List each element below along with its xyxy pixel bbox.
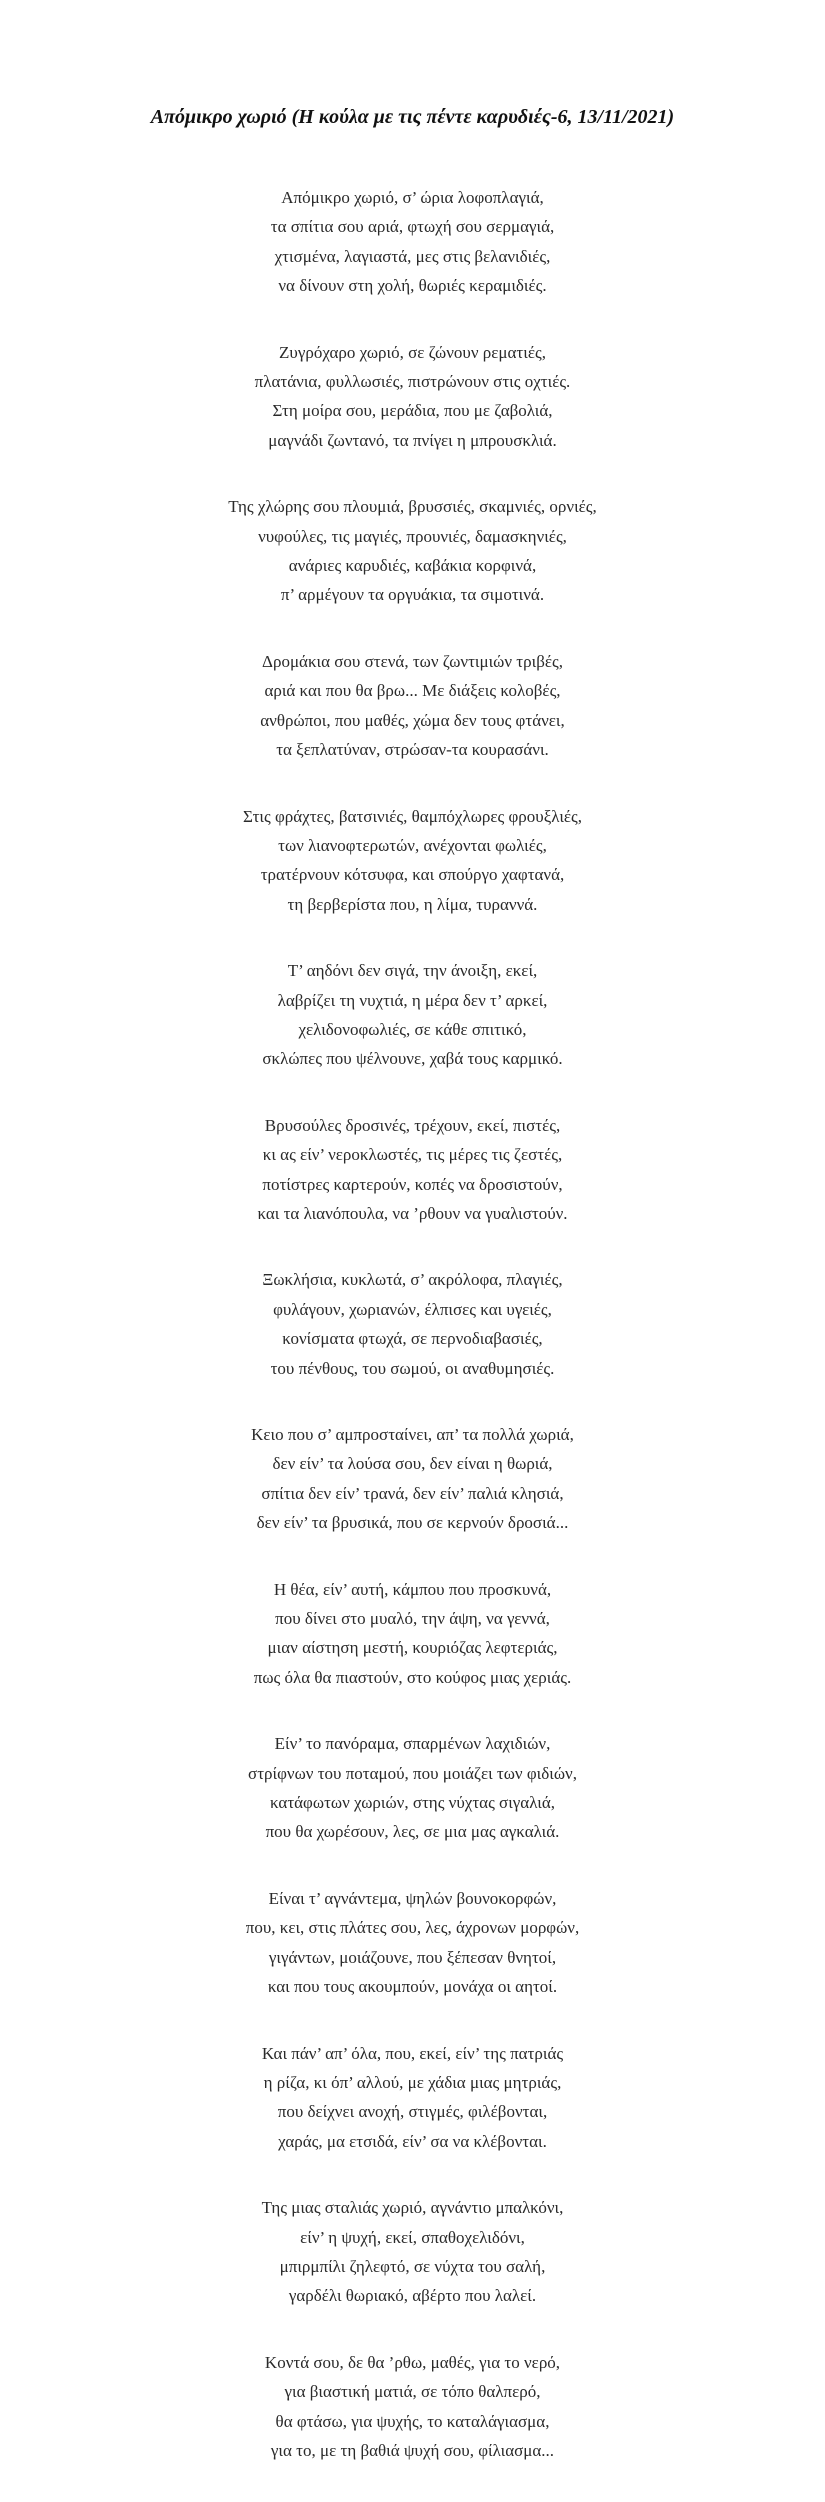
poem-line: τη βερβερίστα που, η λίμα, τυραννά. — [287, 894, 538, 914]
stanza — [0, 2193, 825, 2311]
poem-line: νυφούλες, τις μαγιές, προυνιές, δαμασκηνιές, — [258, 526, 567, 546]
poem-line: φυλάγουν, χωριανών, έλπισες και υγειές, — [273, 1299, 552, 1319]
stanza — [0, 647, 825, 765]
poem-line: μαγνάδι ζωντανό, τα πνίγει η μπρουσκλιά. — [268, 430, 557, 450]
stanza — [0, 338, 825, 456]
poem-line: Στις φράχτες, βατσινιές, θαμπόχλωρες φρουξλιές, — [242, 806, 583, 826]
poem-line: ανθρώποι, που μαθές, χώμα δεν τους φτάνει, — [260, 710, 565, 730]
poem-line: π’ αρμέγουν τα οργυάκια, τα σιμοτινά. — [280, 585, 545, 605]
poem-line: Και πάν’ απ’ όλα, που, εκεί, είν’ της πατριάς — [261, 2043, 564, 2063]
poem-line: κονίσματα φτωχά, σε περνοδιαβασιές, — [282, 1329, 543, 1349]
poem-line: δεν είν’ τα λούσα σου, δεν είναι η θωριά, — [272, 1454, 553, 1474]
poem-line: τα ξεπλατύναν, στρώσαν-τα κουρασάνι. — [276, 740, 549, 760]
poem-line: αριά και που θα βρω... Με διάξεις κολοβές, — [264, 681, 561, 701]
poem-line: για το, με τη βαθιά ψυχή σου, φίλιασμα... — [270, 2440, 555, 2460]
poem-line: που δείχνει ανοχή, στιγμές, φιλέβονται, — [277, 2102, 548, 2122]
stanza — [0, 2348, 825, 2466]
poem-line: Τ’ αηδόνι δεν σιγά, την άνοιξη, εκεί, — [287, 961, 538, 981]
stanza — [0, 1575, 825, 1693]
poem-line: Ζυγρόχαρο χωριό, σε ζώνουν ρεματιές, — [279, 342, 546, 362]
poem-line: πλατάνια, φυλλωσιές, πιστρώνουν στις οχτιές. — [254, 372, 571, 392]
poem-line: στρίφνων του ποταμού, που μοιάζει των φιδιών, — [248, 1763, 577, 1783]
poem-line: τα σπίτια σου αριά, φτωχή σου σερμαγιά, — [270, 217, 555, 237]
poem-line: γαρδέλι θωριακό, αβέρτο που λαλεί. — [288, 2286, 537, 2306]
stanza — [0, 2039, 825, 2157]
stanza — [0, 1729, 825, 1847]
poem-line: του πένθους, του σωμού, οι αναθυμησιές. — [270, 1358, 555, 1378]
stanza — [0, 956, 825, 1074]
stanza — [0, 802, 825, 920]
poem-line: Βρυσούλες δροσινές, τρέχουν, εκεί, πιστές, — [264, 1115, 561, 1135]
poem-line: πως όλα θα πιαστούν, στο κούφος μιας χεριάς. — [253, 1667, 572, 1687]
stanza — [0, 1265, 825, 1383]
poem-line: που θα χωρέσουν, λες, σε μια μας αγκαλιά. — [265, 1822, 560, 1842]
poem-line: Η θέα, είν’ αυτή, κάμπου που προσκυνά, — [273, 1579, 552, 1599]
poem-line: που δίνει στο μυαλό, την άψη, να γεννά, — [275, 1609, 550, 1629]
poem-line: Κοντά σου, δε θα ’ρθω, μαθές, για το νερό, — [264, 2352, 561, 2372]
poem-line: των λιανοφτερωτών, ανέχονται φωλιές, — [278, 835, 547, 855]
poem-line: γιγάντων, μοιάζουνε, που ξέπεσαν θνητοί, — [268, 1947, 557, 1967]
poem-line: Απόμικρο χωριό, σ’ ώρια λοφοπλαγιά, — [281, 188, 544, 207]
stanza — [0, 492, 825, 610]
poem-line: η ρίζα, κι όπ’ αλλού, με χάδια μιας μητριάς, — [263, 2072, 562, 2092]
poem-line: να δίνουν στη χολή, θωριές κεραμιδιές. — [278, 276, 547, 296]
poem-line: Της χλώρης σου πλουμιά, βρυσσιές, σκαμνιές, ορνιές, — [228, 497, 597, 517]
stanza — [0, 1420, 825, 1538]
poem-line: Της μιας σταλιάς χωριό, αγνάντιο μπαλκόνι, — [261, 2198, 564, 2218]
poem-line: χαράς, μα ετσιδά, είν’ σα να κλέβονται. — [278, 2131, 547, 2151]
poem-line: χτισμένα, λαγιαστά, μες στις βελανιδιές, — [274, 246, 551, 266]
stanza — [0, 183, 825, 301]
poem-line: μπιρμπίλι ζηλεφτό, σε νύχτα του σαλή, — [279, 2256, 546, 2276]
poem-line: κατάφωτων χωριών, στης νύχτας σιγαλιά, — [270, 1793, 555, 1813]
poem-line: θα φτάσω, για ψυχής, το καταλάγιασμα, — [275, 2411, 550, 2431]
poem-body — [0, 183, 825, 2502]
poem-title: Απόμικρο χωριό (Η κούλα με τις πέντε καρυδιές-6, 13/11/2021) — [150, 106, 675, 128]
poem-line: και που τους ακουμπούν, μονάχα οι αητοί. — [267, 1977, 558, 1997]
poem-line: και τα λιανόπουλα, να ’ρθουν να γυαλιστούν. — [257, 1203, 568, 1223]
poem-line: ποτίστρες καρτερούν, κοπές να δροσιστούν, — [262, 1174, 563, 1194]
poem-line: που, κει, στις πλάτες σου, λες, άχρονων μορφών, — [245, 1918, 580, 1938]
poem-line: Ξωκλήσια, κυκλωτά, σ’ ακρόλοφα, πλαγιές, — [262, 1270, 563, 1290]
poem-line: χελιδονοφωλιές, σε κάθε σπιτικό, — [298, 1019, 527, 1039]
poem-line: μιαν αίστηση μεστή, κουριόζας λεφτεριάς, — [267, 1638, 558, 1658]
poem-line: σκλώπες που ψέλνουνε, χαβά τους καρμικό. — [262, 1049, 563, 1069]
poem-line: κι ας είν’ νεροκλωστές, τις μέρες τις ζεστές, — [262, 1145, 563, 1165]
poem-line: για βιαστική ματιά, σε τόπο θαλπερό, — [284, 2382, 541, 2402]
poem-line: είν’ η ψυχή, εκεί, σπαθοχελιδόνι, — [300, 2227, 525, 2247]
poem-line: Είναι τ’ αγνάντεμα, ψηλών βουνοκορφών, — [268, 1888, 557, 1908]
poem-line: λαβρίζει τη νυχτιά, η μέρα δεν τ’ αρκεί, — [277, 990, 548, 1010]
poem-line: ανάριες καρυδιές, καβάκια κορφινά, — [288, 556, 537, 576]
poem-line: τρατέρνουν κότσυφα, και σπούργο χαφτανά, — [260, 865, 565, 885]
poem-line: Είν’ το πανόραμα, σπαρμένων λαχιδιών, — [274, 1734, 551, 1754]
poem-line: σπίτια δεν είν’ τρανά, δεν είν’ παλιά κλησιά, — [261, 1483, 564, 1503]
poem-line: δεν είν’ τα βρυσικά, που σε κερνούν δροσιά... — [256, 1513, 569, 1533]
stanza — [0, 1111, 825, 1229]
poem-line: Κειο που σ’ αμπροσταίνει, απ’ τα πολλά χωριά, — [251, 1425, 574, 1444]
poem-line: Στη μοίρα σου, μεράδια, που με ζαβολιά, — [272, 401, 553, 421]
poem-line: Δρομάκια σου στενά, των ζωντιμιών τριβές, — [262, 651, 563, 671]
stanza — [0, 1884, 825, 2002]
